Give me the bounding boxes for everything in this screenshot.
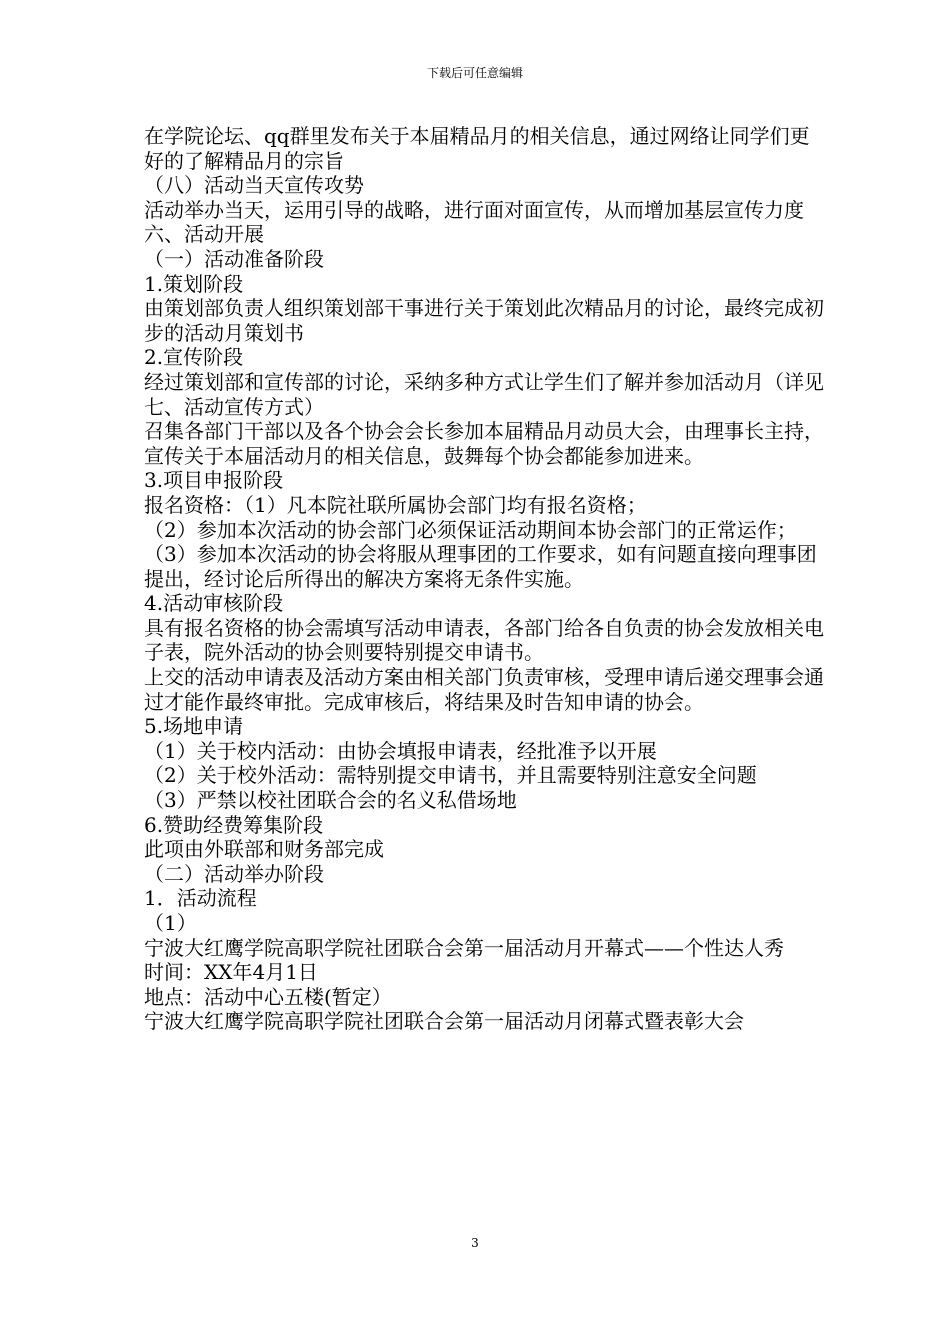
paragraph: （2）参加本次活动的协会部门必须保证活动期间本协会部门的正常运作； bbox=[144, 517, 797, 542]
paragraph: 报名资格：（1）凡本院社联所属协会部门均有报名资格； bbox=[144, 492, 647, 517]
section-heading: 5.场地申请 bbox=[144, 714, 244, 739]
paragraph: 在学院论坛、qq群里发布关于本届精品月的相关信息，通过网络让同学们更好的了解精品月的宗旨 bbox=[144, 124, 810, 173]
paragraph: 活动举办当天，运用引导的战略，进行面对面宣传，从而增加基层宣传力度 bbox=[144, 197, 804, 222]
paragraph: 地点：活动中心五楼(暂定） bbox=[144, 984, 392, 1009]
paragraph: （1）关于校内活动：由协会填报申请表，经批准予以开展 bbox=[144, 738, 657, 763]
section-heading: 3.项目申报阶段 bbox=[144, 468, 284, 493]
paragraph: （1） bbox=[144, 911, 197, 935]
paragraph: （2）关于校外活动：需特别提交申请书，并且需要特别注意安全问题 bbox=[144, 763, 757, 788]
section-heading: 6.赞助经费筹集阶段 bbox=[144, 812, 324, 837]
paragraph: 时间：XX年4月1日 bbox=[144, 960, 318, 985]
page-number: 3 bbox=[471, 1236, 479, 1250]
paragraph: 宁波大红鹰学院高职学院社团联合会第一届活动月开幕式——个性达人秀 bbox=[144, 935, 784, 960]
section-heading: （一）活动准备阶段 bbox=[144, 246, 324, 271]
paragraph: 经过策划部和宣传部的讨论，采纳多种方式让学生们了解并参加活动月（详见七、活动宣传方式） bbox=[144, 369, 824, 419]
section-heading: （二）活动举办阶段 bbox=[144, 861, 324, 886]
section-heading: 六、活动开展 bbox=[144, 222, 264, 247]
document-body bbox=[144, 124, 824, 1034]
section-heading: 1．活动流程 bbox=[144, 886, 257, 911]
section-heading: 2.宣传阶段 bbox=[144, 345, 244, 370]
section-heading: （八）活动当天宣传攻势 bbox=[144, 173, 364, 198]
paragraph: 此项由外联部和财务部完成 bbox=[144, 837, 384, 862]
section-heading: 1.策划阶段 bbox=[144, 271, 244, 296]
paragraph: 上交的活动申请表及活动方案由相关部门负责审核，受理申请后递交理事会通过才能作最终审批。完成审核后，将结果及时告知申请的协会。 bbox=[144, 665, 824, 714]
paragraph: 召集各部门干部以及各个协会会长参加本届精品月动员大会，由理事长主持，宣传关于本届活动月的相关信息，鼓舞每个协会都能参加进来。 bbox=[144, 419, 824, 468]
page-header: 下载后可任意编辑 bbox=[426, 66, 523, 80]
section-heading: 4.活动审核阶段 bbox=[144, 591, 284, 616]
paragraph: 由策划部负责人组织策划部干事进行关于策划此次精品月的讨论，最终完成初步的活动月策划书 bbox=[144, 296, 824, 345]
paragraph: 具有报名资格的协会需填写活动申请表，各部门给各自负责的协会发放相关电子表，院外活动的协会则要特别提交申请书。 bbox=[144, 615, 824, 665]
paragraph: 宁波大红鹰学院高职学院社团联合会第一届活动月闭幕式暨表彰大会 bbox=[144, 1009, 744, 1034]
paragraph: （3）严禁以校社团联合会的名义私借场地 bbox=[144, 788, 517, 813]
paragraph: （3）参加本次活动的协会将服从理事团的工作要求，如有问题直接向理事团提出，经讨论后所得出的解决方案将无条件实施。 bbox=[144, 542, 817, 591]
